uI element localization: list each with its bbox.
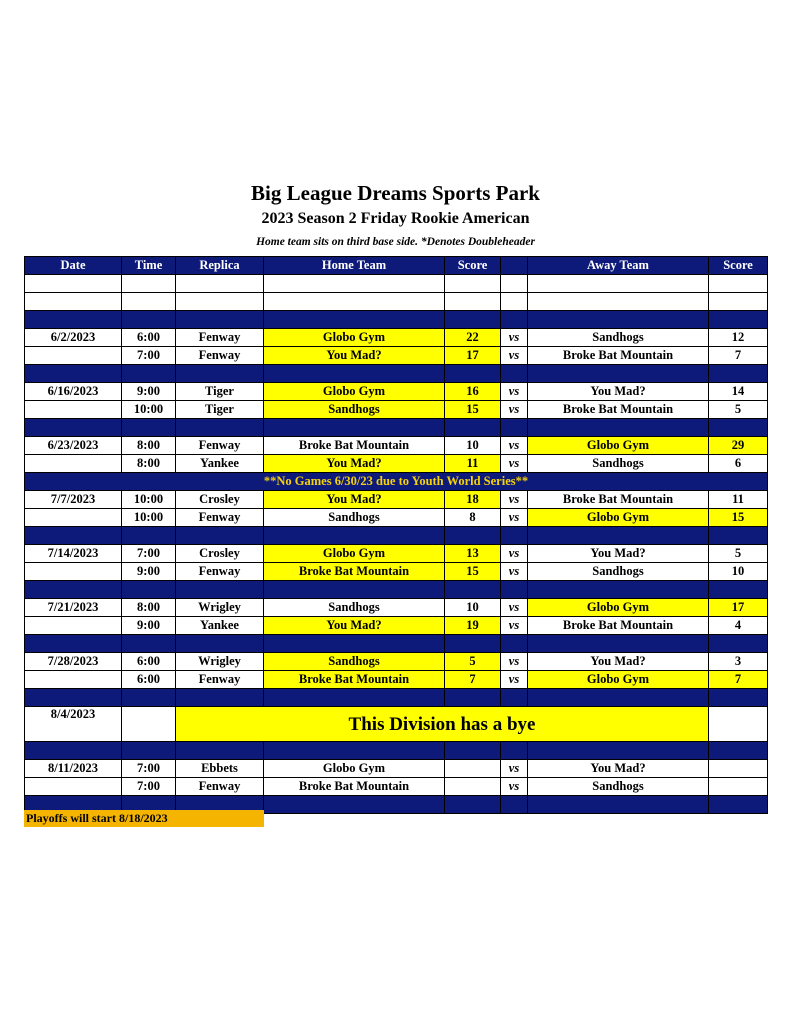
home-team: Broke Bat Mountain (264, 671, 445, 689)
away-team: Sandhogs (528, 329, 709, 347)
empty-cell (501, 293, 528, 311)
band-cell (709, 742, 768, 760)
home-score: 19 (445, 617, 501, 635)
band-cell (25, 742, 122, 760)
away-score: 6 (709, 455, 768, 473)
home-team: Globo Gym (264, 329, 445, 347)
game-replica: Yankee (176, 455, 264, 473)
home-team: You Mad? (264, 491, 445, 509)
home-score (445, 778, 501, 796)
no-games-note-row (25, 473, 768, 491)
game-replica: Fenway (176, 329, 264, 347)
away-team: Globo Gym (528, 671, 709, 689)
away-team: You Mad? (528, 545, 709, 563)
band-cell (122, 527, 176, 545)
home-score: 15 (445, 563, 501, 581)
playoffs-note: Playoffs will start 8/18/2023 (24, 810, 264, 827)
separator-band (25, 527, 768, 545)
band-cell (709, 689, 768, 707)
empty-cell (176, 293, 264, 311)
band-cell (25, 365, 122, 383)
away-team: Broke Bat Mountain (528, 491, 709, 509)
home-score: 10 (445, 599, 501, 617)
home-team: Globo Gym (264, 760, 445, 778)
vs-label: vs (501, 437, 528, 455)
away-score: 10 (709, 563, 768, 581)
away-team: Globo Gym (528, 437, 709, 455)
band-cell (122, 742, 176, 760)
game-time: 8:00 (122, 437, 176, 455)
game-row (25, 760, 768, 778)
game-time: 7:00 (122, 760, 176, 778)
game-row (25, 778, 768, 796)
away-team: You Mad? (528, 383, 709, 401)
game-row (25, 563, 768, 581)
away-score: 17 (709, 599, 768, 617)
header-away-team: Away Team (528, 257, 709, 275)
band-cell (122, 419, 176, 437)
separator-band (25, 311, 768, 329)
band-cell (501, 689, 528, 707)
away-team: You Mad? (528, 760, 709, 778)
away-score: 7 (709, 671, 768, 689)
band-cell (176, 527, 264, 545)
home-score: 22 (445, 329, 501, 347)
game-date: 8/11/2023 (25, 760, 122, 778)
band-cell (501, 419, 528, 437)
bye-date: 8/4/2023 (25, 707, 122, 742)
away-team: Sandhogs (528, 778, 709, 796)
band-cell (528, 311, 709, 329)
band-cell (528, 419, 709, 437)
game-replica: Wrigley (176, 599, 264, 617)
separator-band (25, 581, 768, 599)
band-cell (176, 581, 264, 599)
band-cell (264, 581, 445, 599)
page-subtitle: 2023 Season 2 Friday Rookie American (261, 210, 530, 227)
away-score: 29 (709, 437, 768, 455)
band-cell (264, 635, 445, 653)
band-cell (264, 311, 445, 329)
game-date (25, 455, 122, 473)
game-date: 6/2/2023 (25, 329, 122, 347)
band-cell (176, 419, 264, 437)
band-cell (709, 311, 768, 329)
band-cell (709, 796, 768, 814)
game-replica: Wrigley (176, 653, 264, 671)
header-vs (501, 257, 528, 275)
away-team: You Mad? (528, 653, 709, 671)
empty-cell (709, 275, 768, 293)
band-cell (122, 635, 176, 653)
home-team: You Mad? (264, 455, 445, 473)
home-team-note: Home team sits on third base side. *Denotes Doubleheader (256, 236, 535, 248)
game-row (25, 455, 768, 473)
vs-label: vs (501, 671, 528, 689)
game-time: 7:00 (122, 778, 176, 796)
game-date: 7/21/2023 (25, 599, 122, 617)
vs-label: vs (501, 563, 528, 581)
header-replica: Replica (176, 257, 264, 275)
away-score: 7 (709, 347, 768, 365)
band-cell (176, 635, 264, 653)
vs-label: vs (501, 599, 528, 617)
game-replica: Fenway (176, 509, 264, 527)
away-team: Broke Bat Mountain (528, 401, 709, 419)
empty-cell (122, 293, 176, 311)
away-team: Globo Gym (528, 599, 709, 617)
game-replica: Fenway (176, 347, 264, 365)
game-replica: Fenway (176, 778, 264, 796)
game-time: 9:00 (122, 563, 176, 581)
game-replica: Yankee (176, 617, 264, 635)
game-replica: Crosley (176, 545, 264, 563)
band-cell (25, 689, 122, 707)
home-team: Sandhogs (264, 401, 445, 419)
separator-band (25, 635, 768, 653)
vs-label: vs (501, 617, 528, 635)
game-row (25, 653, 768, 671)
home-team: Sandhogs (264, 509, 445, 527)
band-cell (25, 527, 122, 545)
game-row (25, 329, 768, 347)
game-row (25, 545, 768, 563)
game-date: 6/23/2023 (25, 437, 122, 455)
game-time: 8:00 (122, 455, 176, 473)
vs-label: vs (501, 455, 528, 473)
away-score: 5 (709, 545, 768, 563)
band-cell (264, 365, 445, 383)
schedule-table (24, 256, 768, 814)
game-row (25, 437, 768, 455)
vs-label: vs (501, 778, 528, 796)
game-time: 8:00 (122, 599, 176, 617)
vs-label: vs (501, 401, 528, 419)
home-score: 15 (445, 401, 501, 419)
game-date (25, 347, 122, 365)
band-cell (501, 796, 528, 814)
empty-cell (445, 293, 501, 311)
game-time: 9:00 (122, 617, 176, 635)
empty-cell (528, 275, 709, 293)
away-score: 3 (709, 653, 768, 671)
away-score: 15 (709, 509, 768, 527)
band-cell (501, 635, 528, 653)
band-cell (445, 365, 501, 383)
away-team: Globo Gym (528, 509, 709, 527)
game-time: 10:00 (122, 509, 176, 527)
vs-label: vs (501, 509, 528, 527)
band-cell (264, 527, 445, 545)
band-cell (501, 742, 528, 760)
game-time: 6:00 (122, 671, 176, 689)
band-cell (25, 311, 122, 329)
game-date (25, 617, 122, 635)
home-score: 8 (445, 509, 501, 527)
page-title: Big League Dreams Sports Park (251, 181, 540, 205)
band-cell (122, 581, 176, 599)
game-row (25, 617, 768, 635)
home-score: 5 (445, 653, 501, 671)
band-cell (528, 796, 709, 814)
home-team: Sandhogs (264, 653, 445, 671)
bye-row (25, 707, 768, 742)
home-score: 17 (445, 347, 501, 365)
empty-cell (264, 275, 445, 293)
game-replica: Tiger (176, 383, 264, 401)
game-time: 7:00 (122, 347, 176, 365)
vs-label: vs (501, 653, 528, 671)
band-cell (264, 796, 445, 814)
separator-band (25, 689, 768, 707)
game-date (25, 401, 122, 419)
game-replica: Tiger (176, 401, 264, 419)
band-cell (122, 365, 176, 383)
band-cell (528, 527, 709, 545)
vs-label: vs (501, 329, 528, 347)
no-games-note: **No Games 6/30/23 due to Youth World Series** (25, 473, 768, 491)
separator-band (25, 419, 768, 437)
bye-score-cell (709, 707, 768, 742)
header-date: Date (25, 257, 122, 275)
band-cell (25, 581, 122, 599)
game-row (25, 347, 768, 365)
game-date (25, 671, 122, 689)
empty-cell (122, 275, 176, 293)
band-cell (709, 527, 768, 545)
band-cell (176, 365, 264, 383)
game-replica: Fenway (176, 671, 264, 689)
game-time: 9:00 (122, 383, 176, 401)
home-team: You Mad? (264, 617, 445, 635)
band-cell (445, 311, 501, 329)
game-replica: Fenway (176, 437, 264, 455)
band-cell (445, 581, 501, 599)
vs-label: vs (501, 347, 528, 365)
away-score (709, 760, 768, 778)
home-team: Globo Gym (264, 383, 445, 401)
band-cell (122, 311, 176, 329)
separator-band (25, 365, 768, 383)
game-date: 7/14/2023 (25, 545, 122, 563)
game-date (25, 778, 122, 796)
away-score: 4 (709, 617, 768, 635)
band-cell (176, 689, 264, 707)
vs-label: vs (501, 383, 528, 401)
header-row (25, 257, 768, 275)
band-cell (709, 419, 768, 437)
band-cell (501, 365, 528, 383)
away-score: 14 (709, 383, 768, 401)
home-team: Sandhogs (264, 599, 445, 617)
empty-cell (264, 293, 445, 311)
band-cell (445, 635, 501, 653)
game-date: 7/28/2023 (25, 653, 122, 671)
band-cell (501, 311, 528, 329)
home-score: 10 (445, 437, 501, 455)
home-team: Broke Bat Mountain (264, 778, 445, 796)
home-score: 7 (445, 671, 501, 689)
band-cell (445, 419, 501, 437)
game-replica: Ebbets (176, 760, 264, 778)
game-replica: Crosley (176, 491, 264, 509)
band-cell (528, 581, 709, 599)
empty-cell (445, 275, 501, 293)
band-cell (445, 689, 501, 707)
header-away-score: Score (709, 257, 768, 275)
empty-cell (501, 275, 528, 293)
home-score: 18 (445, 491, 501, 509)
game-time: 10:00 (122, 491, 176, 509)
home-score: 13 (445, 545, 501, 563)
game-date: 7/7/2023 (25, 491, 122, 509)
game-row (25, 599, 768, 617)
band-cell (528, 742, 709, 760)
band-cell (445, 527, 501, 545)
band-cell (122, 689, 176, 707)
separator-band (25, 742, 768, 760)
home-score (445, 760, 501, 778)
game-date: 6/16/2023 (25, 383, 122, 401)
band-cell (264, 689, 445, 707)
bye-message: This Division has a bye (176, 707, 709, 742)
empty-cell (25, 293, 122, 311)
empty-cell (176, 275, 264, 293)
band-cell (176, 311, 264, 329)
away-score: 12 (709, 329, 768, 347)
game-row (25, 401, 768, 419)
band-cell (501, 581, 528, 599)
game-row (25, 671, 768, 689)
band-cell (445, 742, 501, 760)
home-team: Broke Bat Mountain (264, 563, 445, 581)
header-time: Time (122, 257, 176, 275)
band-cell (25, 635, 122, 653)
band-cell (709, 635, 768, 653)
game-row (25, 491, 768, 509)
band-cell (528, 365, 709, 383)
header-home-score: Score (445, 257, 501, 275)
empty-cell (528, 293, 709, 311)
home-score: 16 (445, 383, 501, 401)
home-team: You Mad? (264, 347, 445, 365)
away-team: Sandhogs (528, 455, 709, 473)
header-home-team: Home Team (264, 257, 445, 275)
vs-label: vs (501, 491, 528, 509)
home-team: Globo Gym (264, 545, 445, 563)
vs-label: vs (501, 545, 528, 563)
game-time: 10:00 (122, 401, 176, 419)
game-row (25, 509, 768, 527)
band-cell (709, 581, 768, 599)
away-score: 5 (709, 401, 768, 419)
game-date (25, 563, 122, 581)
empty-row (25, 293, 768, 311)
band-cell (264, 742, 445, 760)
empty-cell (25, 275, 122, 293)
band-cell (264, 419, 445, 437)
bye-time-cell (122, 707, 176, 742)
game-replica: Fenway (176, 563, 264, 581)
home-score: 11 (445, 455, 501, 473)
away-score: 11 (709, 491, 768, 509)
game-date (25, 509, 122, 527)
band-cell (501, 527, 528, 545)
home-team: Broke Bat Mountain (264, 437, 445, 455)
game-time: 6:00 (122, 653, 176, 671)
away-team: Broke Bat Mountain (528, 617, 709, 635)
away-team: Broke Bat Mountain (528, 347, 709, 365)
band-cell (709, 365, 768, 383)
empty-row (25, 275, 768, 293)
band-cell (176, 742, 264, 760)
game-time: 7:00 (122, 545, 176, 563)
band-cell (445, 796, 501, 814)
band-cell (528, 635, 709, 653)
band-cell (528, 689, 709, 707)
game-time: 6:00 (122, 329, 176, 347)
game-row (25, 383, 768, 401)
away-team: Sandhogs (528, 563, 709, 581)
band-cell (25, 419, 122, 437)
empty-cell (709, 293, 768, 311)
away-score (709, 778, 768, 796)
vs-label: vs (501, 760, 528, 778)
